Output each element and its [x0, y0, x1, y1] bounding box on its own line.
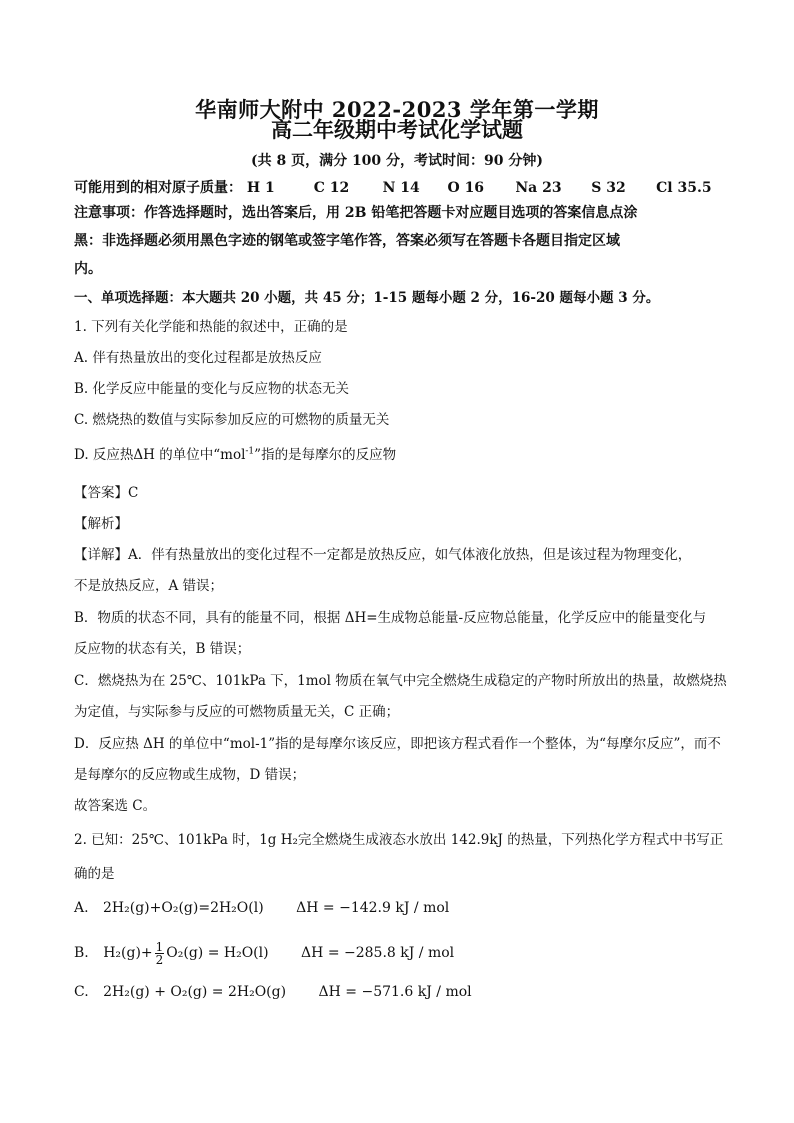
- q1-analysis-label: 【解析】: [74, 516, 128, 532]
- q1-option-d-sup: -1: [245, 446, 255, 457]
- q2-option-b-label: B.: [74, 945, 89, 961]
- q2-option-c-equation: 2H₂(g) + O₂(g) = 2H₂O(g): [103, 984, 287, 1000]
- notice-line: 黑：非选择题必须用黑色字迹的钢笔或签字笔作答，答案必须写在答题卡各题目指定区域: [74, 233, 620, 249]
- q2-option-a-enthalpy: ΔH = −142.9 kJ / mol: [296, 900, 450, 916]
- q1-option-d-post: ”指的是每摩尔的反应物: [254, 447, 397, 463]
- atomic-masses-label: 可能用到的相对原子质量：: [74, 180, 242, 196]
- q2-option-c-enthalpy: ΔH = −571.6 kJ / mol: [318, 984, 472, 1000]
- q1-detail-line: D．反应热 ΔH 的单位中“mol-1”指的是每摩尔该反应，即把该方程式看作一个整体，为“每摩尔反应”，而不: [74, 736, 721, 752]
- q1-option-c: C. 燃烧热的数值与实际参加反应的可燃物的质量无关: [74, 412, 390, 428]
- q2-option-a: [74, 900, 734, 916]
- section-heading: 一、单项选择题：本大题共 20 小题，共 45 分；1-15 题每小题 2 分，16-20 题每小题 3 分。: [74, 290, 660, 306]
- q1-detail-line: 反应物的状态有关，B 错误；: [74, 641, 251, 657]
- q2-option-b-equation-post: O₂(g) = H₂O(l): [166, 945, 269, 961]
- notice-line: 内。: [74, 261, 102, 277]
- q1-detail-line: 为定值，与实际参与反应的可燃物质量无关，C 正确；: [74, 704, 400, 720]
- atomic-mass-item: Na 23: [515, 180, 562, 196]
- notice-line: 注意事项：作答选择题时，选出答案后，用 2B 铅笔把答题卡对应题目选项的答案信息点涂: [74, 205, 638, 221]
- atomic-masses: [74, 177, 712, 197]
- q2-stem-line: 确的是: [74, 866, 115, 882]
- q1-detail-line: B．物质的状态不同，具有的能量不同，根据 ΔH=生成物总能量-反应物总能量，化学反应中的能量变化与: [74, 610, 707, 626]
- exam-title-line1: 华南师大附中 2022-2023 学年第一学期: [195, 97, 599, 122]
- atomic-mass-item: Cl 35.5: [656, 180, 712, 196]
- atomic-mass-item: H 1: [246, 180, 275, 196]
- q2-option-b-fraction: [155, 941, 165, 966]
- q1-detail-line: 故答案选 C。: [74, 798, 157, 814]
- q2-option-b: [74, 936, 734, 970]
- q2-option-b-enthalpy: ΔH = −285.8 kJ / mol: [301, 945, 455, 961]
- q1-option-d-unit: mol: [220, 447, 246, 463]
- q2-option-b-equation-pre: H₂(g)+: [103, 945, 153, 961]
- q2-option-a-label: A.: [74, 900, 89, 916]
- q1-detail-line: 是每摩尔的反应物或生成物，D 错误；: [74, 767, 306, 783]
- atomic-mass-item: C 12: [313, 180, 350, 196]
- q1-option-d: [74, 443, 734, 463]
- q2-option-c-label: C.: [74, 984, 89, 1000]
- fraction-denominator: 2: [155, 952, 164, 967]
- atomic-mass-item: S 32: [591, 180, 626, 196]
- exam-subtitle: (共 8 页，满分 100 分，考试时间：90 分钟): [250, 153, 544, 169]
- q1-option-a: A. 伴有热量放出的变化过程都是放热反应: [74, 350, 322, 366]
- q2-option-c: [74, 984, 734, 1000]
- atomic-mass-item: N 14: [382, 180, 420, 196]
- q1-detail-line: C．燃烧热为在 25℃、101kPa 下，1mol 物质在氧气中完全燃烧生成稳定的产物时所放出的热量，故燃烧热: [74, 673, 727, 689]
- q2-stem-line: 2. 已知：25℃、101kPa 时，1g H₂完全燃烧生成液态水放出 142.9kJ 的热量，下列热化学方程式中书写正: [74, 832, 724, 848]
- exam-title-line2: 高二年级期中考试化学试题: [271, 117, 523, 142]
- q1-option-d-pre: D. 反应热ΔH 的单位中“: [74, 447, 221, 463]
- q1-detail-line: 【详解】A．伴有热量放出的变化过程不一定都是放热反应，如气体液化放热，但是该过程为物理变化，: [74, 547, 692, 563]
- q1-detail-line: 不是放热反应，A 错误；: [74, 578, 224, 594]
- q1-answer: 【答案】C: [74, 485, 139, 501]
- atomic-mass-item: O 16: [447, 180, 485, 196]
- q1-option-b: B. 化学反应中能量的变化与反应物的状态无关: [74, 381, 350, 397]
- q1-stem: 1. 下列有关化学能和热能的叙述中，正确的是: [74, 319, 348, 335]
- q2-option-a-equation: 2H₂(g)+O₂(g)=2H₂O(l): [103, 900, 264, 916]
- fraction-numerator: 1: [155, 939, 164, 954]
